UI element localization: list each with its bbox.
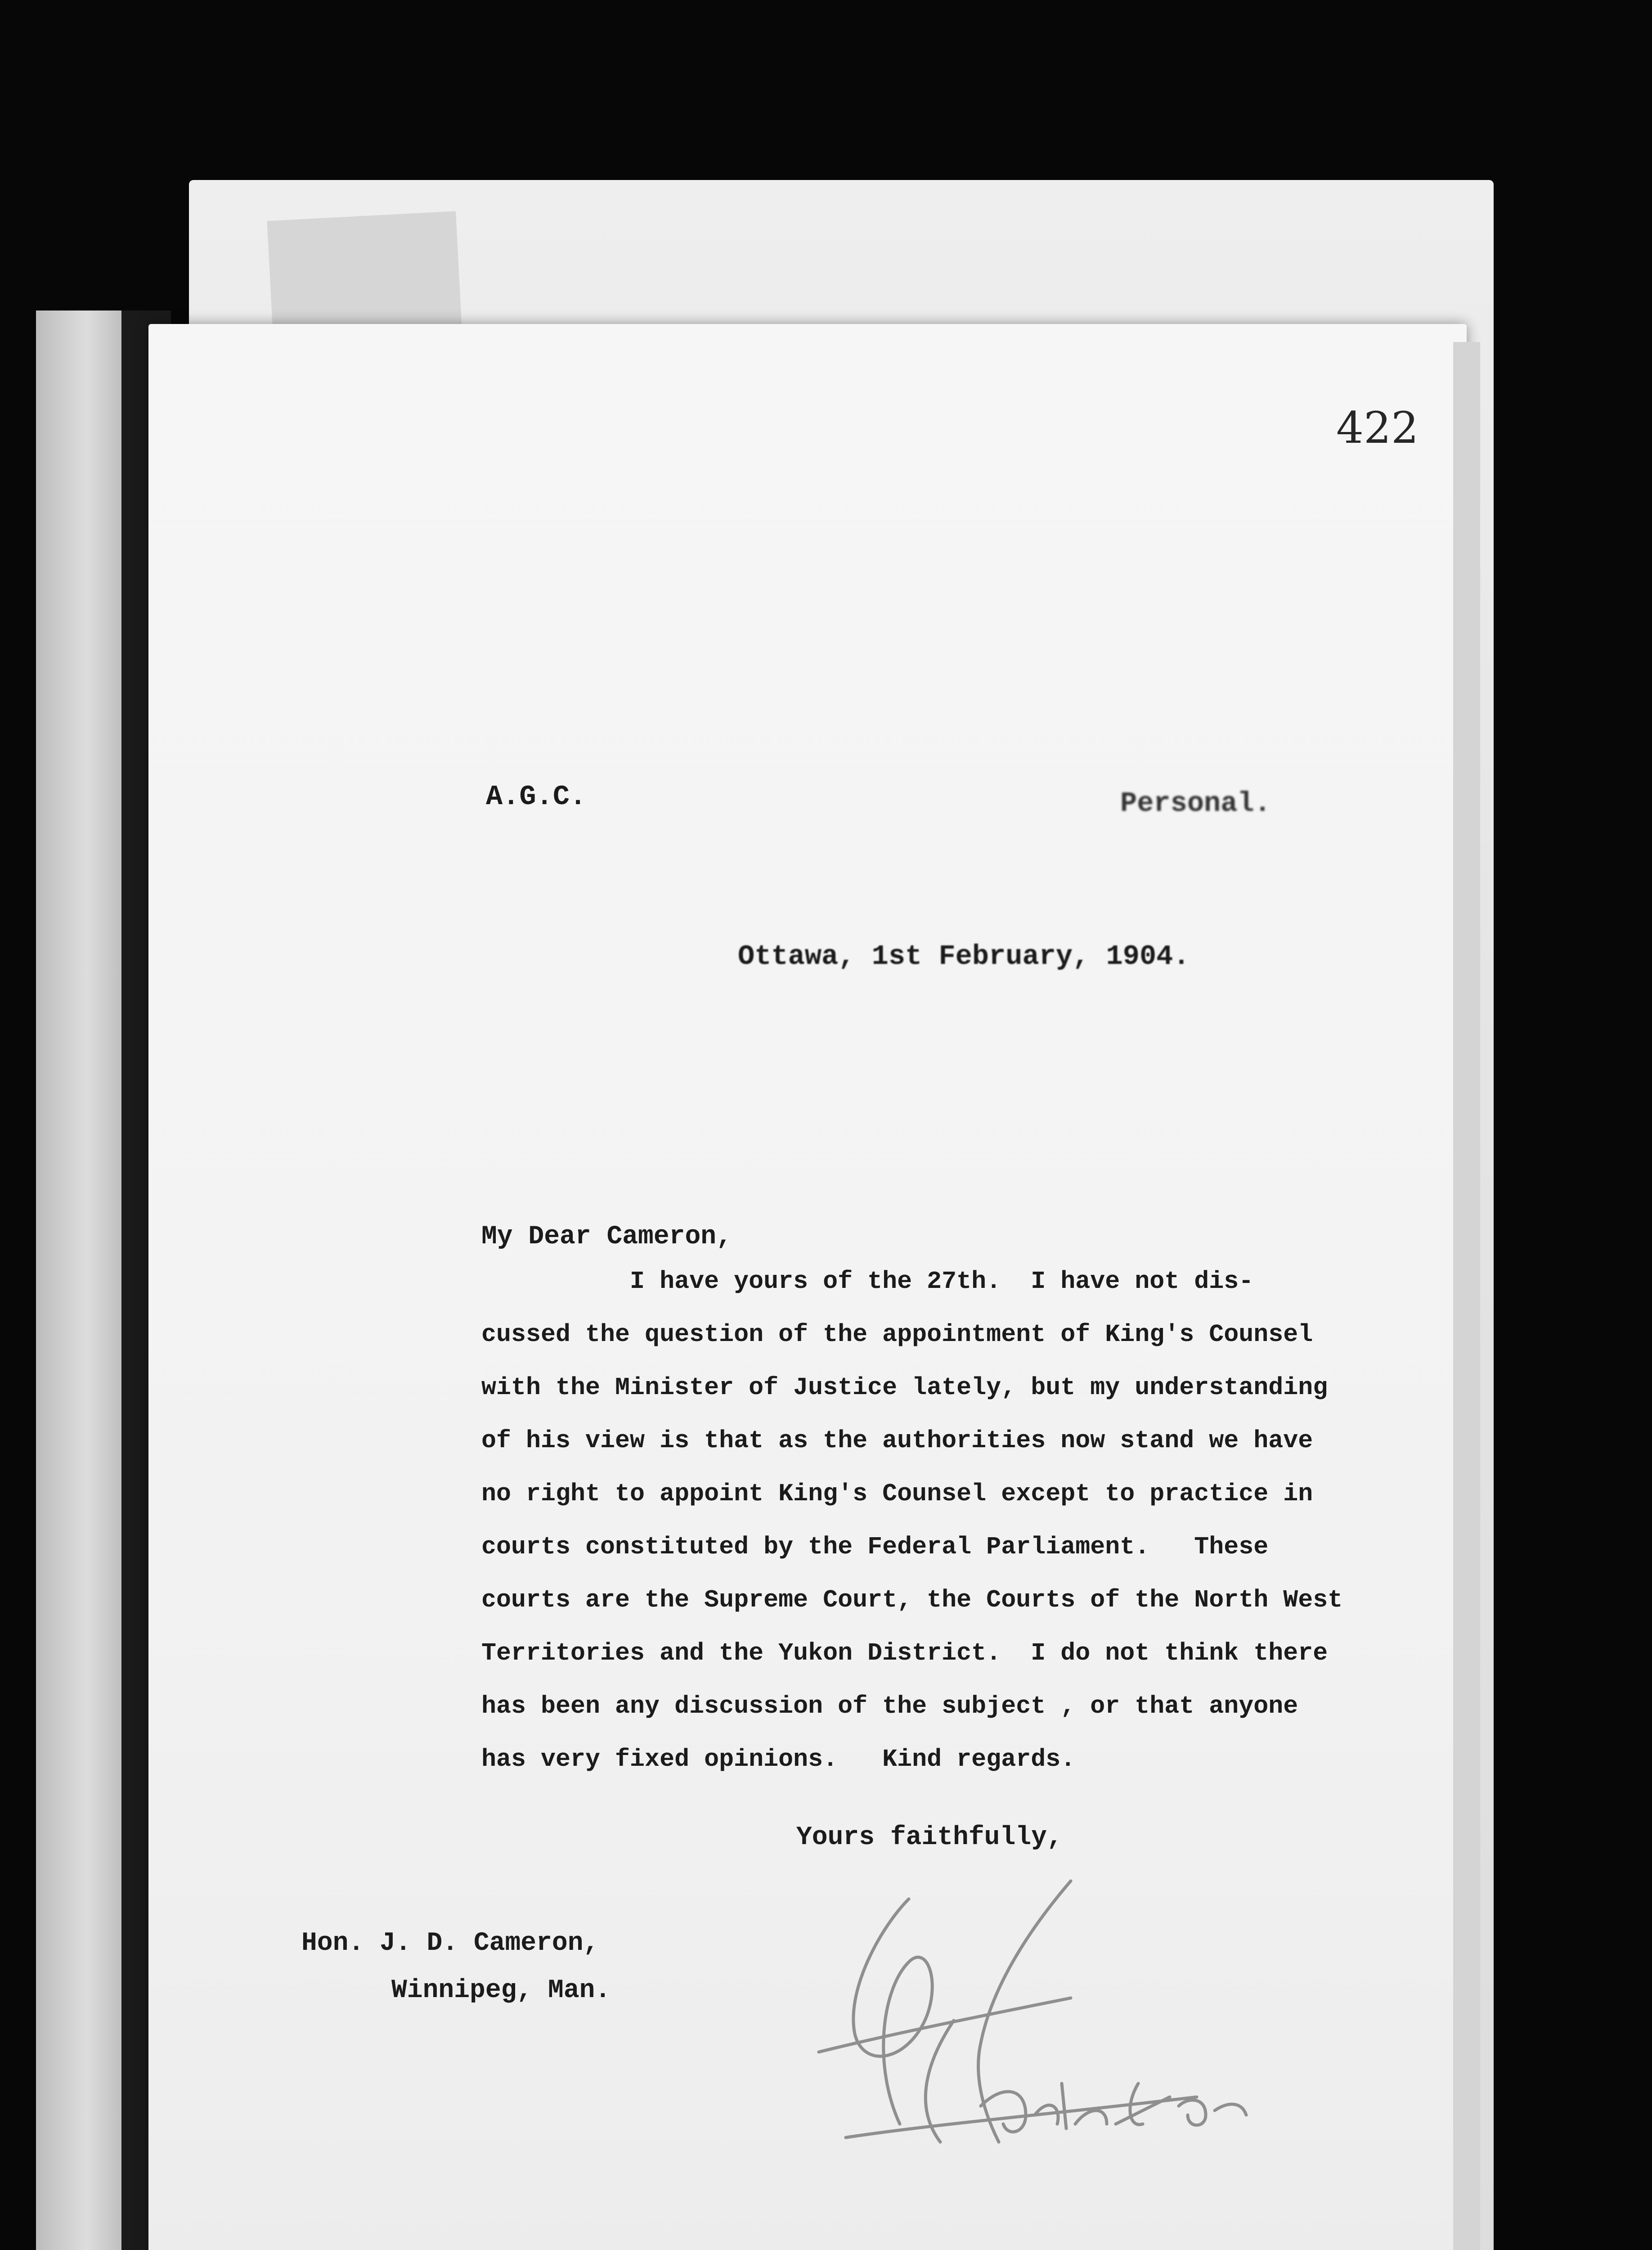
- page-edge: [1453, 342, 1480, 2250]
- tape-strip: [267, 211, 462, 338]
- dateline: Ottawa, 1st February, 1904.: [738, 940, 1190, 972]
- addressee-city: Winnipeg, Man.: [391, 1976, 611, 2005]
- body-line: courts constituted by the Federal Parliament. These: [481, 1533, 1269, 1561]
- closing: Yours faithfully,: [796, 1823, 1063, 1852]
- body-line: Territories and the Yukon District. I do not think there: [481, 1639, 1328, 1667]
- letter-body: [481, 1269, 1453, 1809]
- handwritten-signature: [792, 1872, 1264, 2196]
- body-line: of his view is that as the authorities now stand we have: [481, 1426, 1313, 1455]
- body-line: with the Minister of Justice lately, but my understanding: [481, 1373, 1328, 1402]
- body-line: has been any discussion of the subject , or that anyone: [481, 1692, 1298, 1720]
- folio-number: 422: [1336, 403, 1419, 453]
- reference-code: A.G.C.: [486, 781, 587, 813]
- body-line: no right to appoint King's Counsel except to practice in: [481, 1480, 1313, 1508]
- salutation: My Dear Cameron,: [481, 1222, 732, 1251]
- addressee-name: Hon. J. D. Cameron,: [301, 1929, 599, 1958]
- body-line: cussed the question of the appointment of King's Counsel: [481, 1320, 1313, 1349]
- classification-label: Personal.: [1120, 788, 1271, 819]
- body-line: I have yours of the 27th. I have not dis-: [481, 1267, 1254, 1296]
- body-line: courts are the Supreme Court, the Courts of the North West: [481, 1586, 1343, 1614]
- body-line: has very fixed opinions. Kind regards.: [481, 1745, 1076, 1773]
